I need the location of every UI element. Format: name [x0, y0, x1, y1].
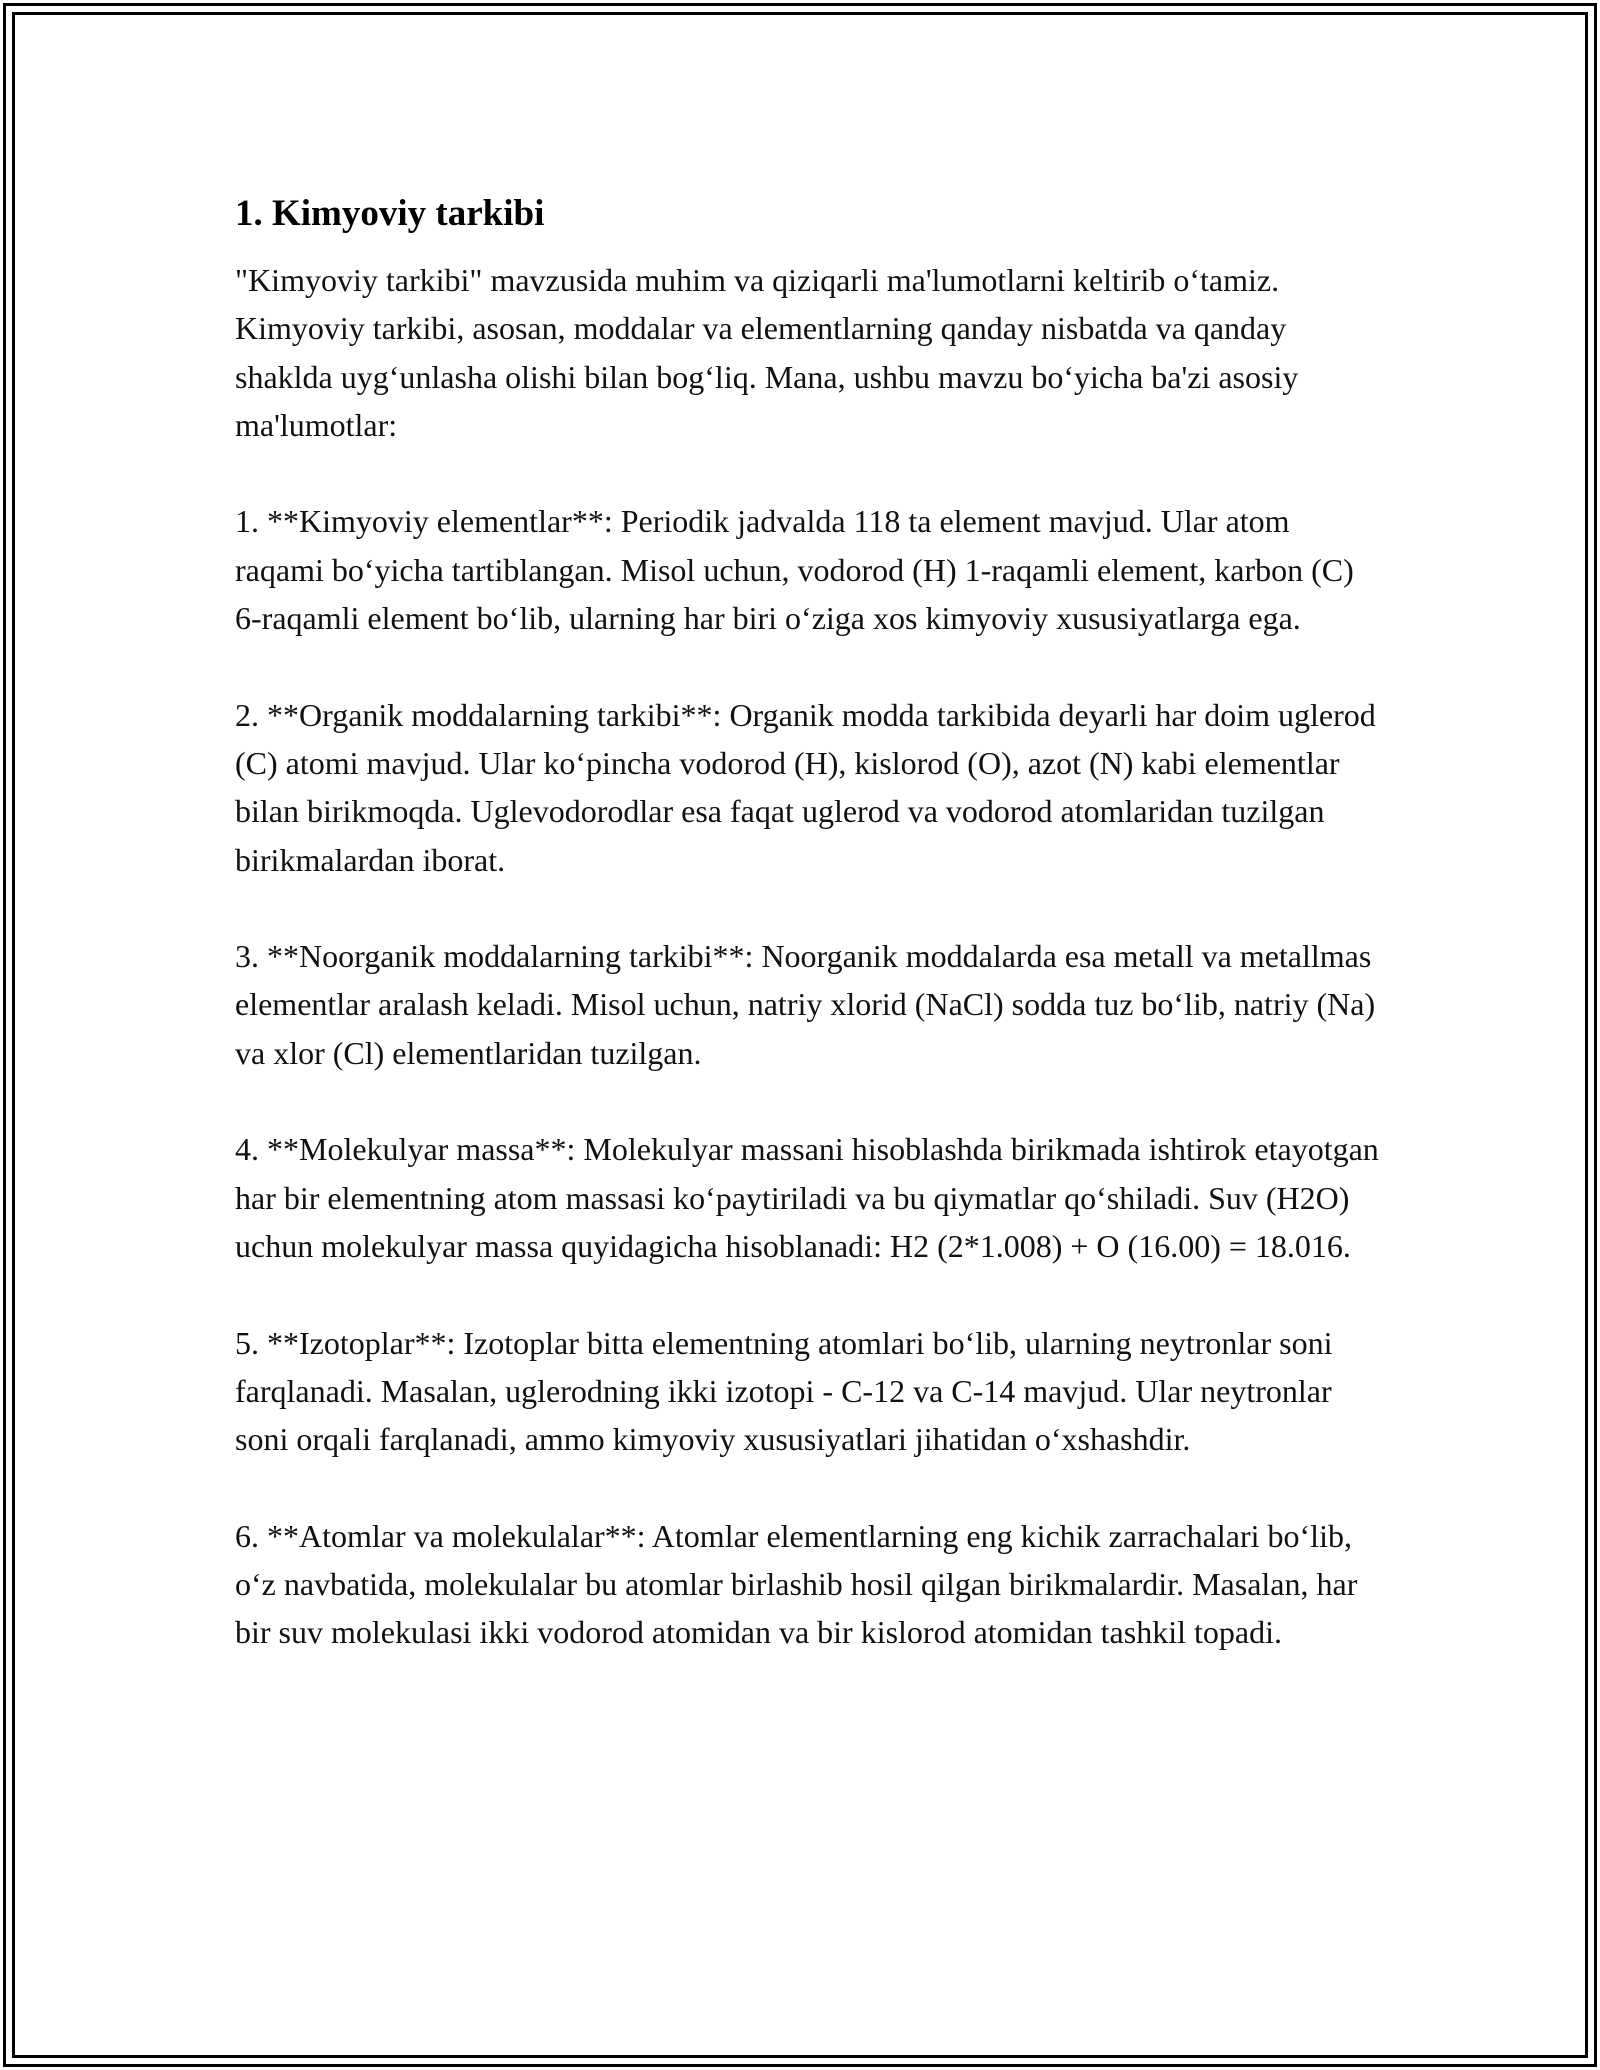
paragraph-elements: 1. **Kimyoviy elementlar**: Periodik jadvalda 118 ta element mavjud. Ular atom raqami bo‘yicha tartiblangan. Misol uchun, vodorod (H) 1-raqamli element, karbon (C) 6-raqamli element bo‘lib, ularning har biri o‘ziga xos kimyoviy xususiyatlarga ega. — [235, 503, 1354, 637]
intro-paragraph: "Kimyoviy tarkibi" mavzusida muhim va qiziqarli ma'lumotlarni keltirib o‘tamiz. Kimyoviy tarkibi, asosan, moddalar va elementlarning qanday nisbatda va qanday shaklda uyg‘unlasha olishi bilan bog‘liq. Mana, ushbu mavzu bo‘yicha ba'zi asosiy ma'lumotlar: — [235, 262, 1299, 443]
paragraph-inorganic: 3. **Noorganik moddalarning tarkibi**: Noorganik moddalarda esa metall va metallmas elementlar aralash keladi. Misol uchun, natriy xlorid (NaCl) sodda tuz bo‘lib, natriy (Na) va xlor (Cl) elementlaridan tuzilgan. — [235, 938, 1376, 1071]
paragraph-molecular-mass: 4. **Molekulyar massa**: Molekulyar massani hisoblashda birikmada ishtirok etayotgan har bir elementning atom massasi ko‘paytiriladi va bu qiymatlar qo‘shiladi. Suv (H2O) uchun molekulyar massa quyidagicha hisoblanadi: H2 (2*1.008) + O (16.00) = 18.016. — [235, 1131, 1379, 1264]
document-body — [235, 188, 1385, 1705]
paragraph-isotopes: 5. **Izotoplar**: Izotoplar bitta elementning atomlari bo‘lib, ularning neytronlar soni farqlanadi. Masalan, uglerodning ikki izotopi - C-12 va C-14 mavjud. Ular neytronlar soni orqali farqlanadi, ammo kimyoviy xususiyatlari jihatidan o‘xshashdir. — [235, 1324, 1333, 1458]
paragraph-organic: 2. **Organik moddalarning tarkibi**: Organik modda tarkibida deyarli har doim uglerod (C) atomi mavjud. Ular ko‘pincha vodorod (H), kislorod (O), azot (N) kabi elementlar bilan birikmoqda. Uglevodorodlar esa faqat uglerod va vodorod atomlaridan tuzilgan birikmalardan iborat. — [235, 696, 1376, 878]
section-heading: 1. Kimyoviy tarkibi — [235, 193, 545, 234]
paragraph-atoms-molecules: 6. **Atomlar va molekulalar**: Atomlar elementlarning eng kichik zarrachalari bo‘lib, o‘z navbatida, molekulalar bu atomlar birlashib hosil qilgan birikmalardir. Masalan, har bir suv molekulasi ikki vodorod atomidan va bir kislorod atomidan tashkil topadi. — [235, 1517, 1358, 1651]
